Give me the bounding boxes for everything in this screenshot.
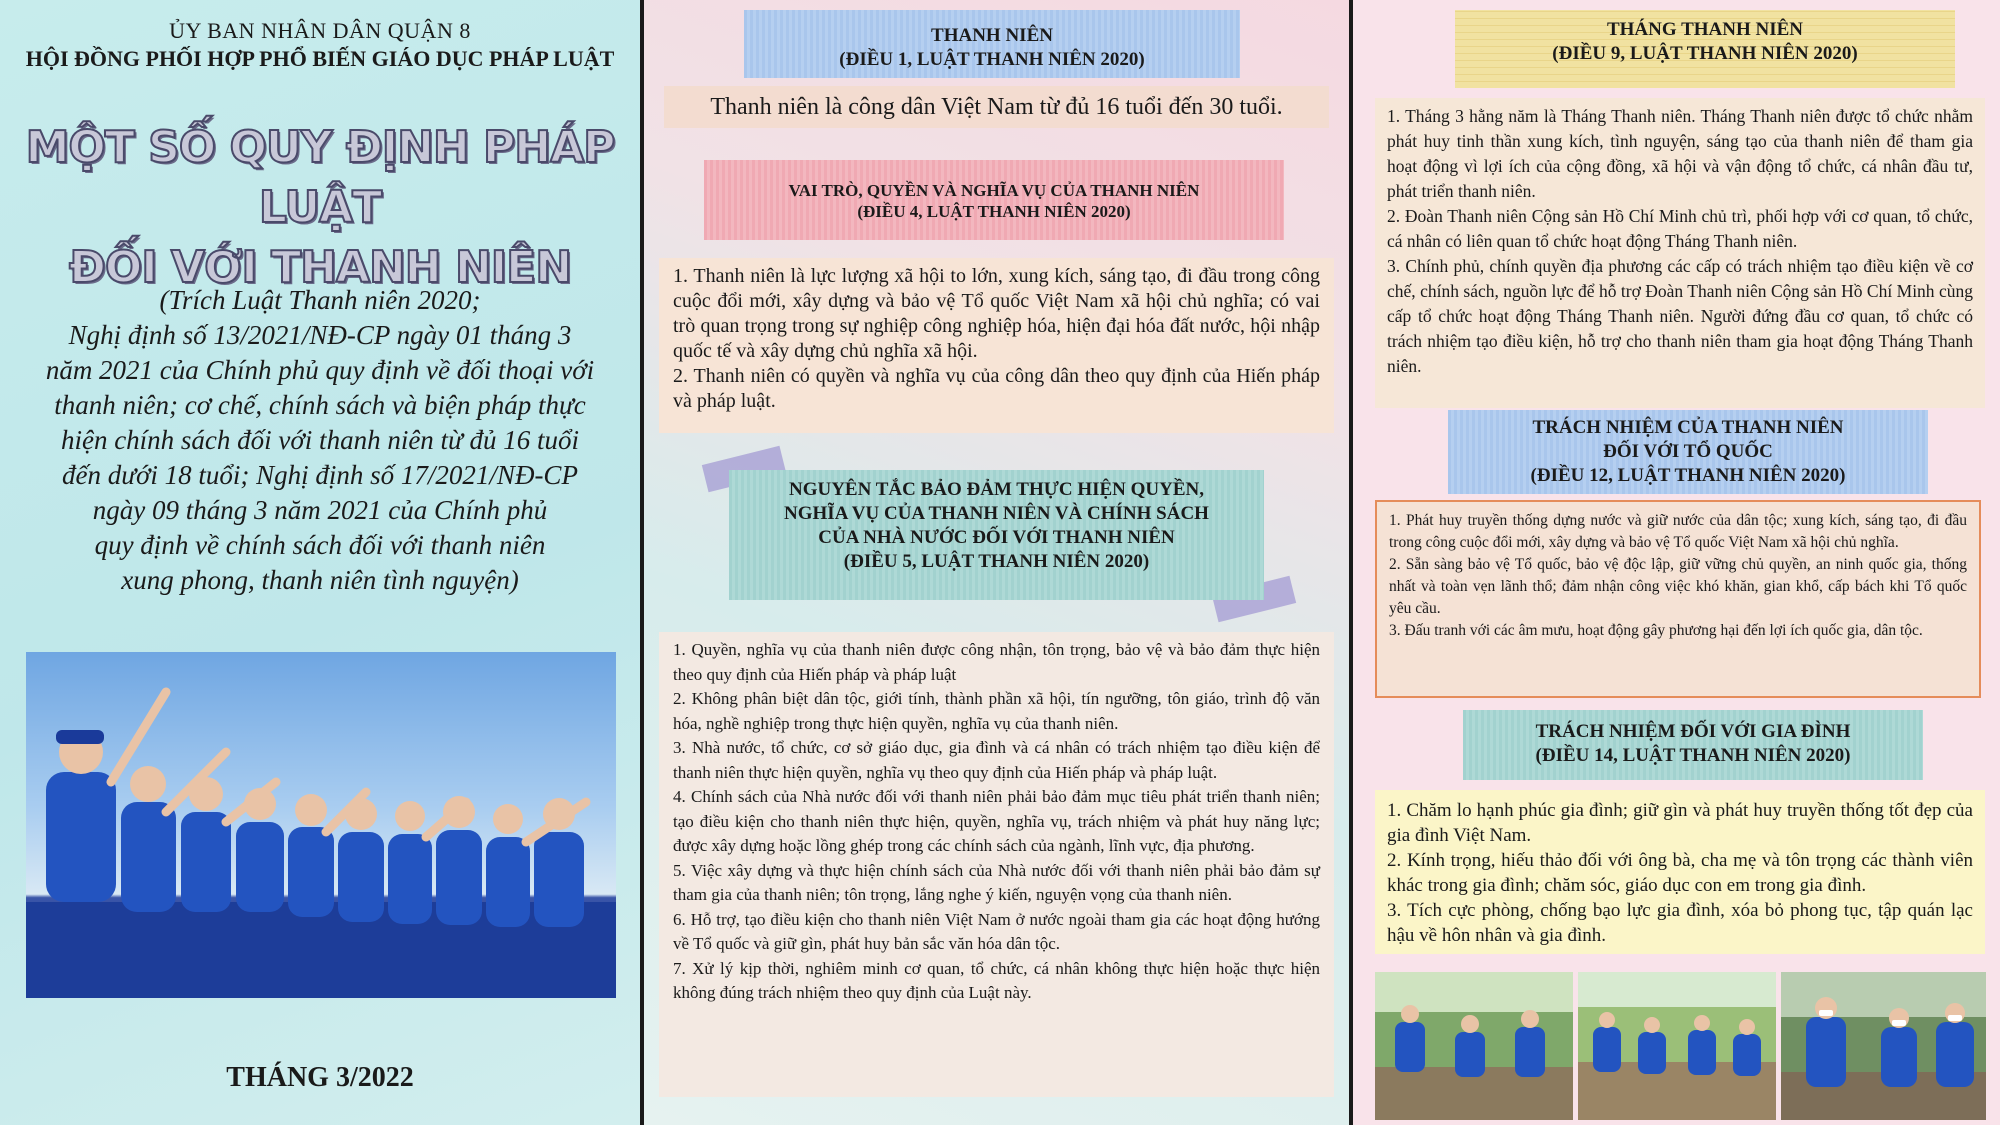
quote-line: hiện chính sách đối với thanh niên từ đủ 16 tuổi [60,425,580,455]
cover-panel [0,0,644,1125]
quote-line: năm 2021 của Chính phủ quy định về đối thoại với [45,355,595,385]
list-item: 2. Thanh niên có quyền và nghĩa vụ của công dân theo quy định của Hiến pháp và pháp luật. [673,365,1320,412]
list-item: 1. Chăm lo hạnh phúc gia đình; giữ gìn và phát huy truyền thống tốt đẹp của gia đình Việt Nam. [1387,800,1973,846]
quote-line: đến dưới 18 tuổi; Nghị định số 17/2021/NĐ-CP [62,460,578,490]
quote-line: (Trích Luật Thanh niên 2020; [159,285,481,315]
youth-month-box [1375,98,1985,408]
section-title-line: (ĐIỀU 9, LUẬT THANH NIÊN 2020) [1552,43,1858,64]
org-name-line2: HỘI ĐỒNG PHỐI HỢP PHỔ BIẾN GIÁO DỤC PHÁP LUẬT [25,46,615,71]
principles-box [659,632,1334,1097]
list-item: 6. Hỗ trợ, tạo điều kiện cho thanh niên Việt Nam ở nước ngoài tham gia các hoạt động hướng về Tổ quốc và giữ gìn, phát huy bản sắc văn hóa dân tộc. [673,909,1320,953]
section-title-line: NGHĨA VỤ CỦA THANH NIÊN VÀ CHÍNH SÁCH [784,503,1209,524]
section-title-line: NGUYÊN TẮC BẢO ĐẢM THỰC HIỆN QUYỀN, [788,479,1205,500]
panel-articles-1 [644,0,1349,1125]
section-title-line: ĐỐI VỚI TỔ QUỐC [1603,441,1773,462]
section-title-line: (ĐIỀU 4, LUẬT THANH NIÊN 2020) [857,202,1131,221]
section-title-thang-thanh-nien [1455,10,1955,88]
section-title-vai-tro [704,160,1284,240]
section-title-line: (ĐIỀU 12, LUẬT THANH NIÊN 2020) [1530,465,1846,486]
roles-box [659,258,1334,433]
quote-line: thanh niên; cơ chế, chính sách và biện pháp thực [54,390,586,420]
list-item: 1. Tháng 3 hằng năm là Tháng Thanh niên. Tháng Thanh niên được tổ chức nhằm phát huy tinh thần xung kích, tình nguyện, sáng tạo của thanh niên để tham gia hoạt động vì lợi ích của cộng đồng, xã hội và vận động tổ chức, cá nhân đầu tư, phát triển thanh niên. [1387,106,1973,201]
list-item: 1. Thanh niên là lực lượng xã hội to lớn, xung kích, sáng tạo, đi đầu trong công cuộc đổi mới, xây dựng và bảo vệ Tổ quốc Việt Nam xã hội chủ nghĩa; có vai trò quan trọng trong sự nghiệp công nghiệp hóa, hiện đại hóa đất nước, hội nhập quốc tế và xây dựng chủ nghĩa xã hội. [673,265,1320,362]
definition-text: Thanh niên là công dân Việt Nam từ đủ 16 tuổi đến 30 tuổi. [664,86,1329,128]
panel-articles-2 [1349,0,2000,1125]
list-item: 3. Tích cực phòng, chống bạo lực gia đình, xóa bỏ phong tục, tập quán lạc hậu về hôn nhân và gia đình. [1387,900,1973,946]
org-name-line1: ỦY BAN NHÂN DÂN QUẬN 8 [169,18,471,43]
main-title-line2: ĐỐI VỚI THANH NIÊN [68,242,572,293]
list-item: 3. Nhà nước, tổ chức, cơ sở giáo dục, gia đình và cá nhân có trách nhiệm tạo điều kiện để thanh niên thực hiện quyền, nghĩa vụ theo quy định của Hiến pháp và pháp luật. [673,738,1320,782]
quote-line: Nghị định số 13/2021/NĐ-CP ngày 01 tháng 3 [68,320,572,350]
section-title-nguyen-tac [729,470,1264,600]
section-title-thanh-nien [744,10,1240,78]
list-item: 4. Chính sách của Nhà nước đối với thanh niên phải bảo đảm mục tiêu phát triển thanh niên; tạo điều kiện cho thanh niên thực hiện, quyền, nghĩa vụ, trách nhiệm và phát huy năng lực; được xây dựng hoặc lồng ghép trong các chính sách của ngành, lĩnh vực, địa phương. [673,787,1320,855]
list-item: 5. Việc xây dựng và thực hiện chính sách của Nhà nước đối với thanh niên phải bảo đảm sự tham gia của thanh niên; tôn trọng, lắng nghe ý kiến, nguyện vọng của thanh niên. [673,860,1320,904]
list-item: 2. Không phân biệt dân tộc, giới tính, thành phần xã hội, tín ngưỡng, tôn giáo, trình độ văn hóa, nghề nghiệp trong thực hiện quyền, nghĩa vụ của thanh niên. [673,689,1320,733]
family-duty-box [1375,790,1985,954]
quote-line: xung phong, thanh niên tình nguyện) [121,565,519,595]
main-title-line1: MỘT SỐ QUY ĐỊNH PHÁP LUẬT [25,122,615,233]
section-title-gia-dinh [1463,710,1923,780]
list-item: 1. Phát huy truyền thống dựng nước và giữ nước của dân tộc; xung kích, sáng tạo, đi đầu trong công cuộc đổi mới, xây dựng và bảo vệ Tổ quốc Việt Nam xã hội chủ nghĩa. [1389,512,1967,551]
volunteer-photo [1578,972,1776,1120]
quote-line: ngày 09 tháng 3 năm 2021 của Chính phủ [92,495,548,525]
section-title-line: TRÁCH NHIỆM ĐỐI VỚI GIA ĐÌNH [1535,721,1851,742]
volunteer-photo-illustration [1375,972,1573,1120]
section-title-line: (ĐIỀU 5, LUẬT THANH NIÊN 2020) [843,551,1150,572]
main-title [0,118,640,298]
list-item: 2. Kính trọng, hiếu thảo đối với ông bà, cha mẹ và tôn trọng các thành viên khác trong gia đình; chăm sóc, giáo dục con em trong gia đình. [1387,850,1973,896]
list-item: 1. Quyền, nghĩa vụ của thanh niên được công nhận, tôn trọng, bảo vệ và bảo đảm thực hiện theo quy định của Hiến pháp và pháp luật [673,640,1320,684]
section-title-line: (ĐIỀU 1, LUẬT THANH NIÊN 2020) [839,49,1145,70]
volunteer-photo-illustration [1578,972,1776,1120]
section-title-line: (ĐIỀU 14, LUẬT THANH NIÊN 2020) [1535,745,1851,766]
volunteer-photo [1375,972,1573,1120]
list-item: 2. Đoàn Thanh niên Cộng sản Hồ Chí Minh chủ trì, phối hợp với cơ quan, tổ chức, cá nhân có liên quan tổ chức hoạt động Tháng Thanh niên. [1387,206,1973,251]
section-title-line: CỦA NHÀ NƯỚC ĐỐI VỚI THANH NIÊN [818,527,1175,548]
volunteer-photo-illustration [1781,972,1986,1120]
youth-group-illustration [26,652,616,998]
list-item: 3. Chính phủ, chính quyền địa phương các cấp có trách nhiệm tạo điều kiện về cơ chế, chính sách, nguồn lực để hỗ trợ Đoàn Thanh niên Cộng sản Hồ Chí Minh cùng cấp tổ chức hoạt động Tháng Thanh niên. Người đứng đầu cơ quan, tổ chức có trách nhiệm tạo điều kiện, hỗ trợ cho thanh niên tham gia hoạt động Tháng Thanh niên. [1387,256,1973,376]
section-title-line: THANH NIÊN [931,25,1053,46]
publish-date: THÁNG 3/2022 [226,1062,414,1093]
quote-line: quy định về chính sách đối với thanh niên [94,530,546,560]
list-item: 7. Xử lý kịp thời, nghiêm minh cơ quan, tổ chức, cá nhân không thực hiện hoặc thực hiện không đúng trách nhiệm theo quy định của Luật này. [673,958,1320,1002]
section-title-to-quoc [1448,410,1928,494]
section-title-line: VAI TRÒ, QUYỀN VÀ NGHĨA VỤ CỦA THANH NIÊN [788,181,1200,200]
section-title-line: THÁNG THANH NIÊN [1606,19,1803,40]
fatherland-duty-box [1375,500,1981,698]
list-item: 2. Sẵn sàng bảo vệ Tổ quốc, bảo vệ độc lập, giữ vững chủ quyền, an ninh quốc gia, thống nhất và toàn vẹn lãnh thổ; đảm nhận công việc khó khăn, gian khổ, cấp bách khi Tổ quốc yêu cầu. [1389,556,1967,617]
list-item: 3. Đấu tranh với các âm mưu, hoạt động gây phương hại đến lợi ích quốc gia, dân tộc. [1389,622,1923,639]
section-title-line: TRÁCH NHIỆM CỦA THANH NIÊN [1532,417,1844,438]
volunteer-photo [1781,972,1986,1120]
source-quote [18,283,622,598]
youth-group-photo [26,652,616,998]
